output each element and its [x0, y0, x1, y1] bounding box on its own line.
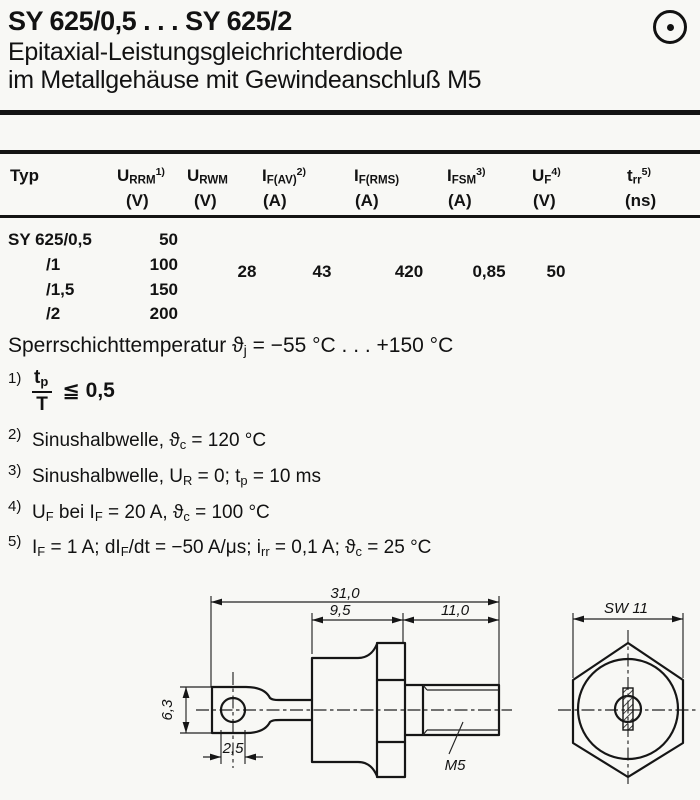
package-outline-drawing: [0, 580, 700, 800]
footnote-text: Sinushalbwelle, $ϑ_c = 120$ °C: [32, 430, 267, 452]
table-rule-below-header: [0, 215, 700, 218]
thread-size-label: M5: [444, 757, 466, 774]
column-header-urrm: $U_{RRM}^{1)}$: [117, 166, 165, 187]
type-cell-row2: /1,5: [46, 280, 75, 299]
shared-value-ifav: 28: [237, 262, 257, 281]
fraction-numerator: $t_p$: [32, 368, 52, 393]
dimension-label-tab-height: 6,3: [159, 699, 176, 721]
dimension-label-overall-length: 31,0: [330, 585, 360, 602]
page-title: SY 625/0,5 . . . SY 625/2: [8, 6, 292, 36]
type-cell-row0: SY 625/0,5: [8, 230, 92, 249]
subtitle-line-1: Epitaxial-Leistungsgleichrichterdiode: [8, 38, 403, 66]
column-header-urwm: $U_{RWM}$: [187, 166, 228, 187]
column-header-ifsm: $I_{FSM}^{3)}$: [447, 166, 486, 187]
unit-label-ifrms: (A): [355, 191, 379, 210]
table-rule-above-header: [0, 150, 700, 154]
shared-value-trr: 50: [546, 262, 566, 281]
footnote-marker: 1): [8, 370, 22, 388]
wrench-size-label: SW 11: [604, 600, 648, 617]
footnote-marker: 3): [8, 462, 22, 479]
type-cell-row1: /1: [46, 255, 61, 274]
fraction-denominator: T: [36, 393, 48, 415]
subtitle-line-2: im Metallgehäuse mit Gewindeanschluß M5: [8, 66, 482, 94]
unit-label-urrm: (V): [126, 191, 149, 210]
footnote-1: [8, 368, 115, 414]
dimension-label-hole-diameter: 2,5: [222, 740, 244, 757]
separator-rule-top: [0, 110, 700, 115]
shared-value-ifsm: 420: [394, 262, 424, 281]
unit-label-uf: (V): [533, 191, 556, 210]
footnote-text: $I_F = 1$ A; $dI_F/dt = -50$ A/μs; $i_{rr} = 0,1$ A; $ϑ_c = 25$ °C: [32, 537, 432, 559]
duty-cycle-fraction: [32, 368, 52, 414]
manufacturer-logo-icon: [653, 10, 687, 44]
unit-label-trr: (ns): [625, 191, 657, 210]
footnote-5: [8, 533, 432, 559]
footnote-text: Sinushalbwelle, $U_R = 0$; $t_p = 10$ ms: [32, 466, 322, 488]
unit-label-urwm: (V): [194, 191, 217, 210]
unit-label-ifav: (A): [263, 191, 287, 210]
shared-value-ifrms: 43: [312, 262, 332, 281]
front-view-drawing: [558, 600, 698, 786]
footnote-marker: 2): [8, 426, 22, 443]
column-header-uf: $U_F^{4)}$: [532, 166, 561, 187]
urrm-cell-row0: 50: [159, 230, 178, 249]
urrm-cell-row1: 100: [149, 255, 178, 274]
urrm-cell-row3: 200: [149, 304, 178, 323]
solder-tab-edge-hatched: [623, 688, 633, 730]
type-cell-row3: /2: [46, 304, 61, 323]
junction-temperature-note: Sperrschichttemperatur $ϑ_j = -55$ °C . . . +150 °C: [8, 334, 454, 360]
footnote-relation: ≦ 0,5: [62, 379, 115, 403]
footnote-marker: 5): [8, 533, 22, 550]
shared-value-uf: 0,85: [472, 262, 506, 281]
column-header-ifrms: $I_{F(RMS)}$: [354, 166, 400, 187]
footnote-text: $U_F$ bei $I_F = 20$ A, $ϑ_c = 100$ °C: [32, 502, 270, 524]
side-view-drawing: [159, 585, 512, 777]
column-header-ifav: $I_{F(AV)}^{2)}$: [262, 166, 307, 187]
footnote-3: [8, 462, 322, 488]
urrm-cell-row2: 150: [149, 280, 178, 299]
footnote-2: [8, 426, 267, 452]
unit-label-ifsm: (A): [448, 191, 472, 210]
dimension-label-body-length: 9,5: [329, 602, 351, 619]
column-header-trr: $t_{rr}^{5)}$: [627, 166, 652, 187]
footnote-marker: 4): [8, 498, 22, 515]
footnote-4: [8, 498, 270, 524]
column-header-typ: Typ: [10, 166, 39, 185]
dimension-label-thread-length: 11,0: [440, 602, 470, 619]
logo-center-dot: [667, 24, 674, 31]
